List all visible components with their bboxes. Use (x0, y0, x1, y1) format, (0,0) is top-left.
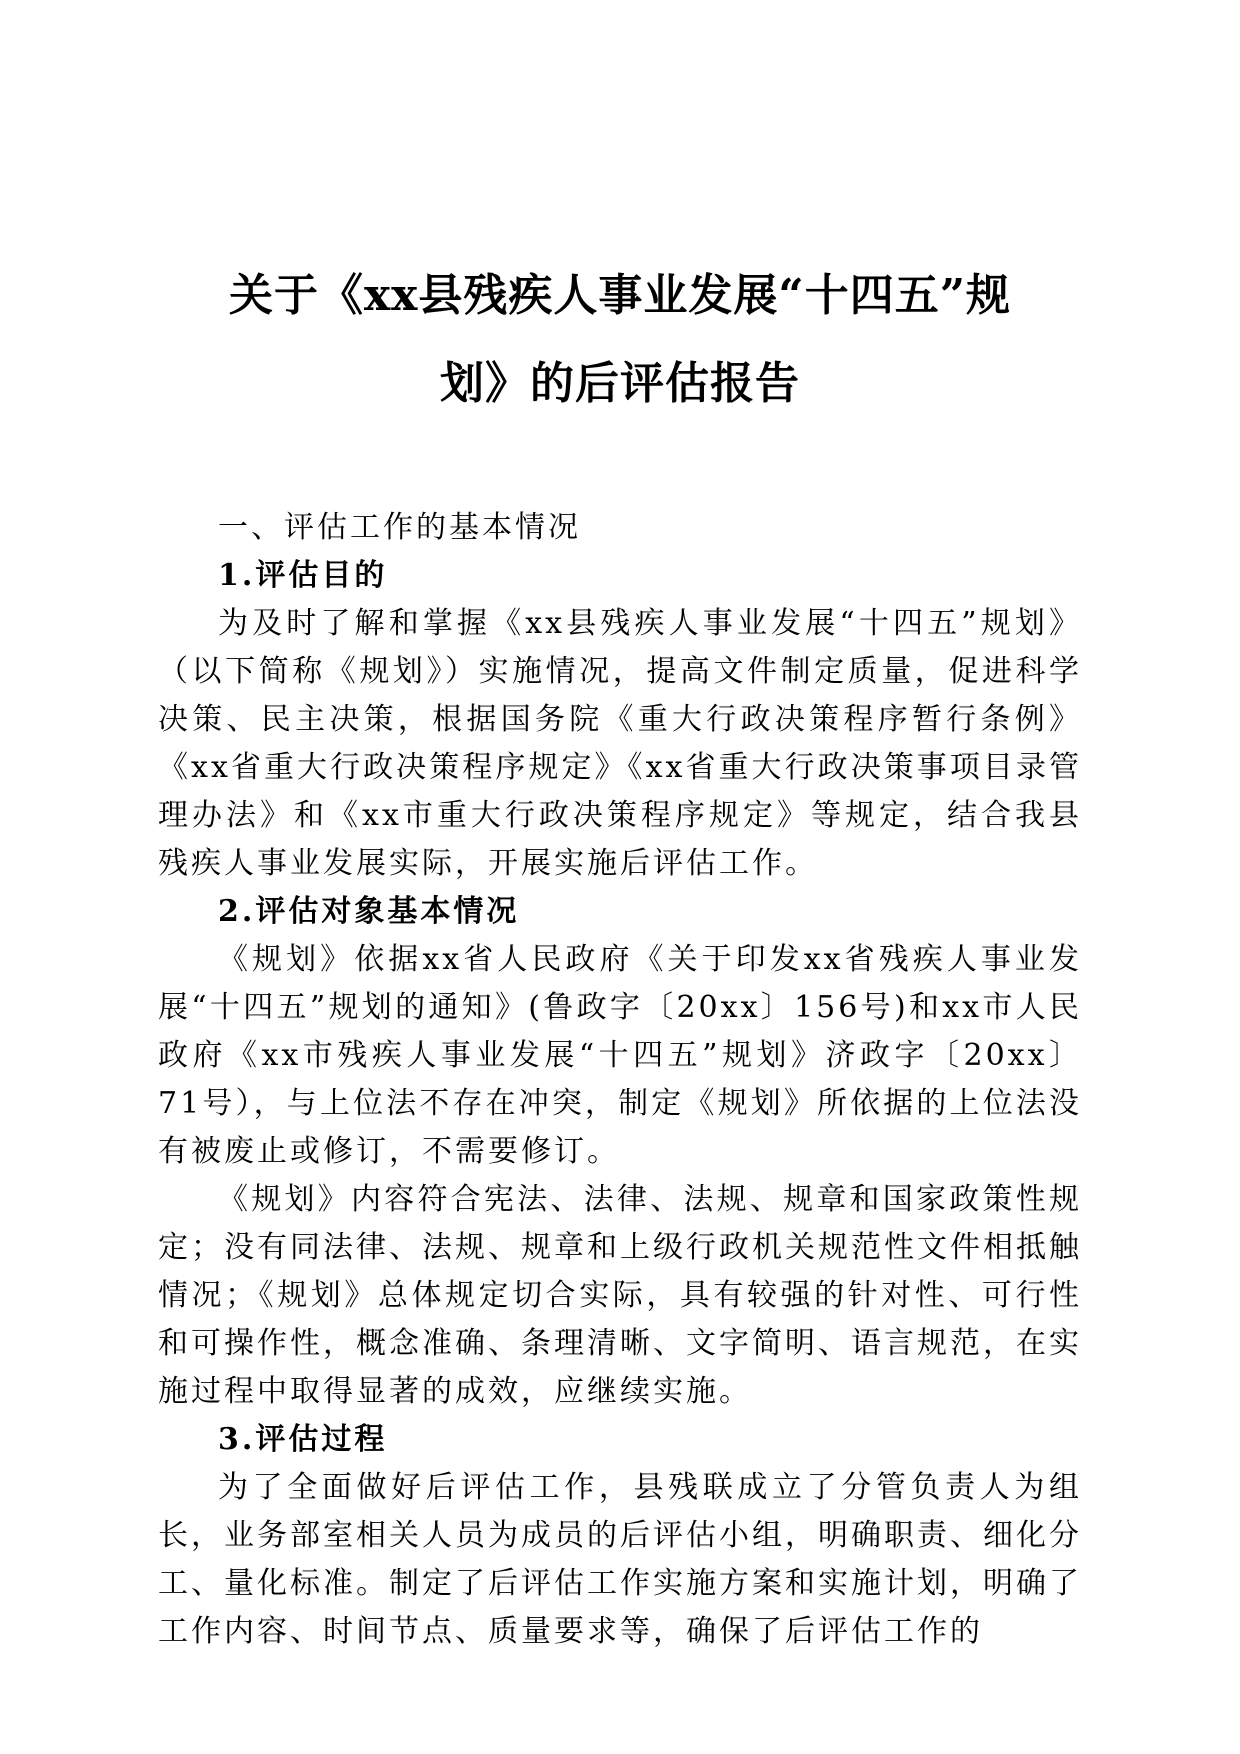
document-body (158, 504, 1082, 1656)
subheading-evaluation-object: 2.评估对象基本情况 (218, 894, 520, 929)
subheading-evaluation-purpose: 1.评估目的 (218, 558, 388, 593)
title-line-1: 关于《xx县残疾人事业发展“十四五”规 (228, 270, 1012, 321)
document-title (158, 252, 1082, 428)
title-line-2: 划》的后评估报告 (440, 358, 800, 409)
section-heading-basic-situation: 一、评估工作的基本情况 (218, 510, 581, 545)
paragraph-evaluation-object-content: 《规划》内容符合宪法、法律、法规、规章和国家政策性规定；没有同法律、法规、规章和上级行政机关规范性文件相抵触情况；《规划》总体规定切合实际，具有较强的针对性、可行性和可操作性，概念准确、条理清晰、文字简明、语言规范，在实施过程中取得显著的成效，应继续实施。 (158, 1182, 1082, 1409)
paragraph-evaluation-process: 为了全面做好后评估工作，县残联成立了分管负责人为组长，业务部室相关人员为成员的后评估小组，明确职责、细化分工、量化标准。制定了后评估工作实施方案和实施计划，明确了工作内容、时间节点、质量要求等，确保了后评估工作的 (158, 1470, 1082, 1649)
paragraph-evaluation-object-basis: 《规划》依据xx省人民政府《关于印发xx省残疾人事业发展“十四五”规划的通知》(鲁政字〔20xx〕156号)和xx市人民政府《xx市残疾人事业发展“十四五”规划》济政字〔20xx〕71号），与上位法不存在冲突，制定《规划》所依据的上位法没有被废止或修订，不需要修订。 (158, 942, 1082, 1169)
document-page (158, 252, 1082, 1656)
subheading-evaluation-process: 3.评估过程 (218, 1422, 388, 1457)
paragraph-evaluation-purpose: 为及时了解和掌握《xx县残疾人事业发展“十四五”规划》（以下简称《规划》）实施情况，提高文件制定质量，促进科学决策、民主决策，根据国务院《重大行政决策程序暂行条例》《xx省重大行政决策程序规定》《xx省重大行政决策事项目录管理办法》和《xx市重大行政决策程序规定》等规定，结合我县残疾人事业发展实际，开展实施后评估工作。 (158, 606, 1082, 881)
